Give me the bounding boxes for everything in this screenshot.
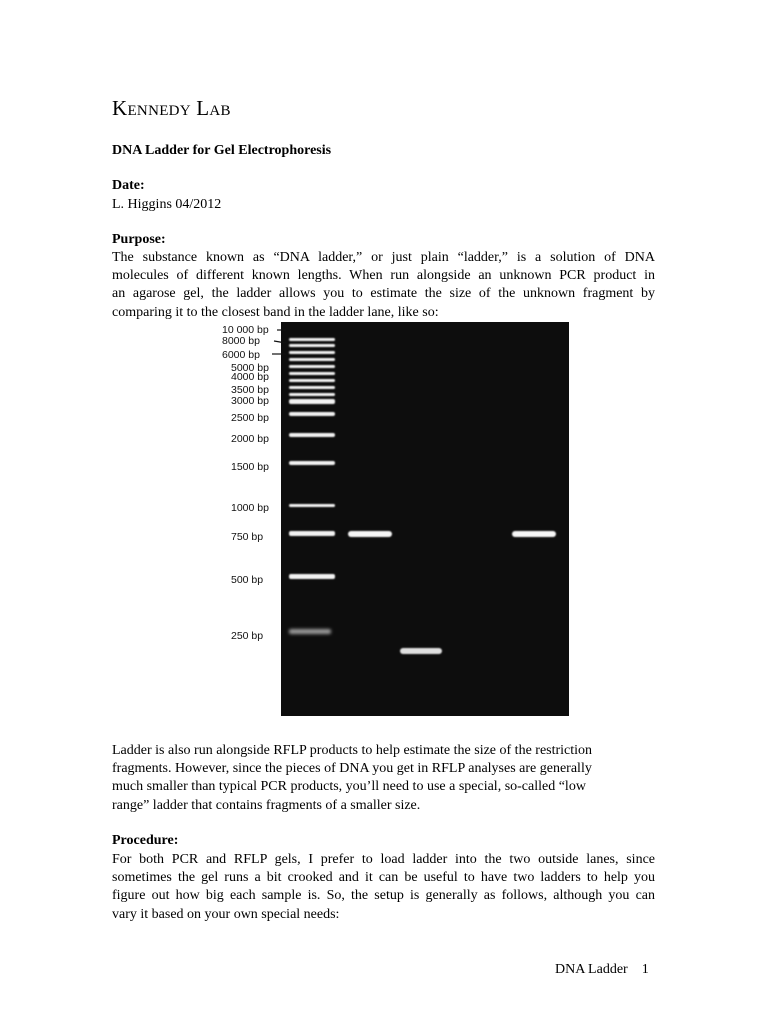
procedure-line: sometimes the gel runs a bit crooked and it can be useful to have two ladders to help you [112,870,655,886]
procedure-line: figure out how big each sample is. So, the setup is generally as follows, although you can [112,888,655,904]
ladder-band [289,386,335,389]
sample-band-lane3 [400,648,442,654]
date-heading: Date: [112,178,145,193]
rflp-paragraph [112,742,655,815]
purpose-line: The substance known as “DNA ladder,” or just plain “ladder,” is a solution of DNA [112,250,655,265]
purpose-line: comparing it to the closest band in the ladder lane, like so: [112,304,439,320]
procedure-line: vary it based on your own special needs: [112,906,340,922]
sample-band-lane2 [348,531,392,537]
lab-title [112,96,231,121]
sample-band-lane6 [512,531,556,537]
ladder-band [289,365,335,368]
purpose-paragraph [112,249,655,322]
ladder-band [289,433,335,437]
ladder-band [289,574,335,579]
rflp-line: Ladder is also run alongside RFLP products to help estimate the size of the restriction [112,743,593,758]
ladder-label: 1000 bp [231,502,269,514]
footer-label: DNA Ladder [555,962,628,977]
ladder-band [289,531,335,536]
ladder-label: 4000 bp [231,371,269,383]
ladder-label: 2000 bp [231,433,269,445]
procedure-line: For both PCR and RFLP gels, I prefer to load ladder into the two outside lanes, since [112,852,655,867]
procedure-heading: Procedure: [112,833,179,848]
ladder-band [289,358,335,361]
page-number: 1 [641,962,649,977]
ladder-label: 250 bp [231,630,264,642]
ladder-label: 750 bp [231,531,264,543]
ladder-label: 5000 bp [231,362,269,374]
lab-title-initial-k: K [112,96,128,120]
ladder-label: 8000 bp [222,335,260,347]
ladder-band [289,399,335,404]
ladder-label: 10 000 bp [222,324,269,336]
page-footer [555,962,649,978]
ladder-band [289,461,335,465]
ladder-label: 2500 bp [231,412,269,424]
ladder-band [289,504,335,507]
ladder-label: 3500 bp [231,384,269,396]
procedure-paragraph [112,851,655,924]
lab-title-rest-ennedy: ENNEDY [127,103,191,119]
gel-electrophoresis-figure [218,320,573,718]
gel-image [218,320,573,718]
rflp-line: much smaller than typical PCR products, you’ll need to use a special, so-called “low [112,779,586,795]
ladder-label: 500 bp [231,574,264,586]
ladder-band [289,338,335,341]
ladder-band [289,372,335,375]
lab-title-rest-ab: AB [209,103,231,119]
rflp-line: range” ladder that contains fragments of a smaller size. [112,797,421,813]
purpose-line: molecules of different known lengths. When run alongside an unknown PCR product in [112,268,655,284]
ladder-label: 3000 bp [231,395,269,407]
ladder-band [289,344,335,347]
lab-title-initial-l: L [196,96,210,120]
ladder-label: 6000 bp [222,349,260,361]
document-title: DNA Ladder for Gel Electrophoresis [112,143,332,158]
date-value: L. Higgins 04/2012 [112,197,222,212]
ladder-band [289,393,335,396]
ladder-labels [222,324,269,642]
rflp-line: fragments. However, since the pieces of DNA you get in RFLP analyses are generally [112,761,592,777]
purpose-line: an agarose gel, the ladder allows you to estimate the size of the unknown fragment by [112,286,655,302]
ladder-label: 1500 bp [231,461,269,473]
ladder-band-faint [289,629,331,634]
purpose-heading: Purpose: [112,232,166,247]
ladder-band [289,379,335,382]
ladder-band [289,412,335,416]
ladder-band [289,351,335,354]
